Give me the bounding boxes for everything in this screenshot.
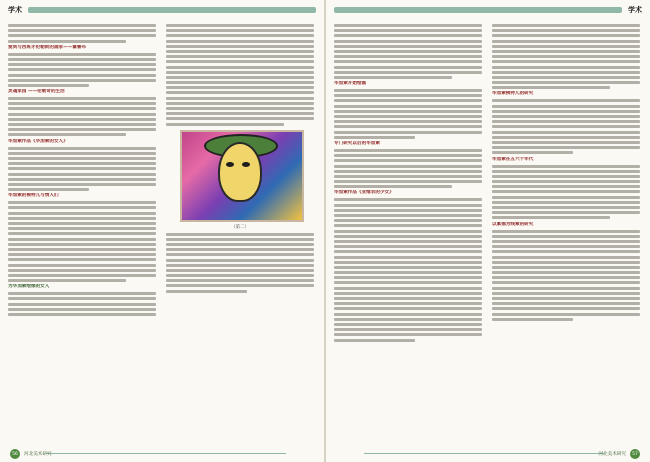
left-header-tag: 学术 [8,6,22,14]
right-header-tag: 学术 [628,6,642,14]
section-heading: 为毕加索绘像的女人 [8,284,50,290]
section-heading: 毕加索作品《亚维农的少女》 [334,190,394,196]
right-page-header [334,4,642,16]
left-page-footer [6,449,52,459]
page-number: 56 [10,449,20,459]
section-heading: 毕加索模特儿的研究 [492,91,534,97]
left-page [0,0,324,462]
right-footer-rule [364,453,604,454]
section-heading: 爱剑与西班牙伦勒斯的画家——霍鲁布 [8,44,87,50]
right-page [326,0,650,462]
section-heading: 毕加索开始绘画 [334,81,367,87]
section-heading: 毕加索在五六十年代 [492,156,534,162]
left-page-header [8,4,316,16]
section-heading: 毕加索作品《毕加索的女人》 [8,138,68,144]
journal-name: 河北美术研究 [24,452,52,457]
right-header-bar [334,7,622,13]
left-footer-rule [46,453,286,454]
left-page-column-2 [166,24,314,295]
journal-name: 河北美术研究 [598,452,626,457]
picasso-portrait-image [180,130,304,222]
left-page-column-1 [8,24,156,318]
section-heading: 专门研究以后的毕加索 [334,140,380,146]
section-heading: 灵魂家园 ——伦勒奇的生活 [8,89,65,95]
left-header-bar [28,7,316,13]
right-page-column-1 [334,24,482,344]
section-heading: 以素描为线索的研究 [492,221,534,227]
section-heading: 毕加索的模特儿与情人们 [8,193,59,199]
right-page-footer [598,449,644,459]
page-number: 57 [630,449,640,459]
right-page-column-2 [492,24,640,323]
image-caption: （第二） [231,224,249,230]
